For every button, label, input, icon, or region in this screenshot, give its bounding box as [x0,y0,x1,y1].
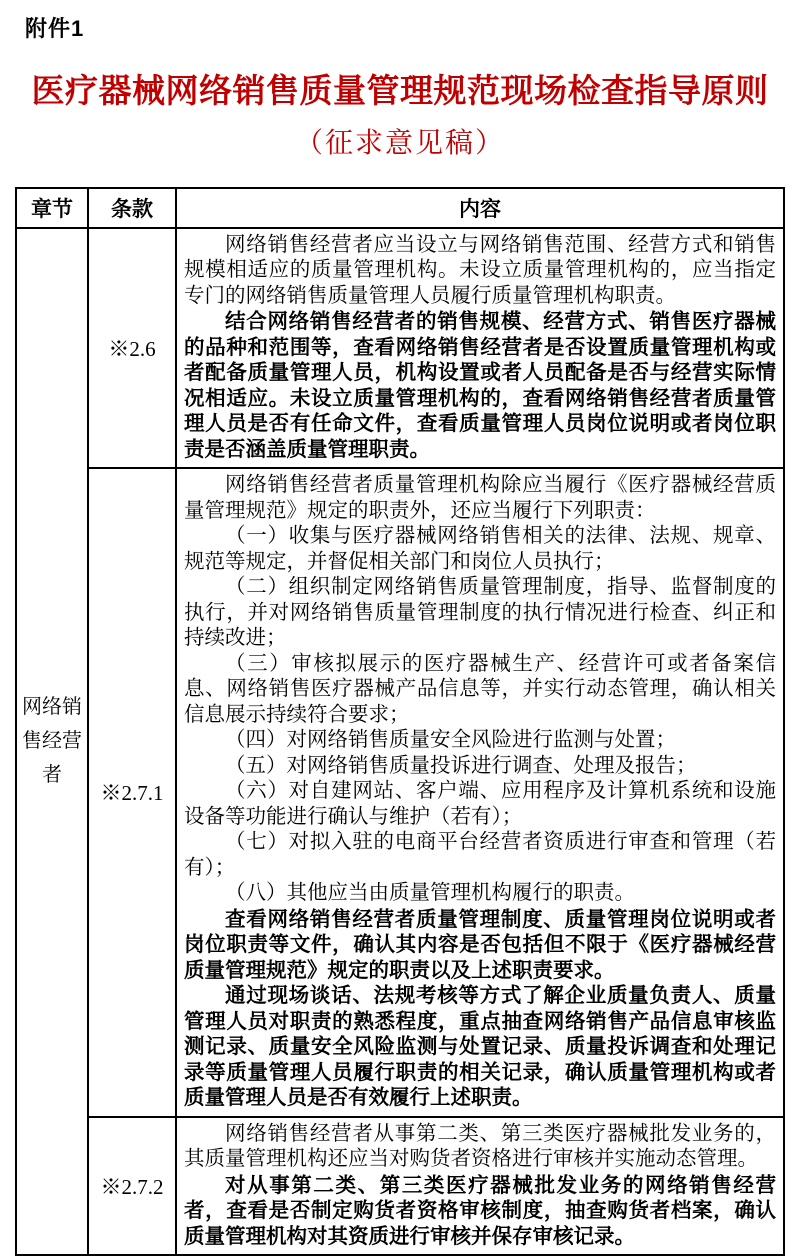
content-paragraph: （四）对网络销售质量安全风险进行监测与处置； [225,729,676,752]
clause-cell-2-6: ※2.6 [88,228,176,469]
inspection-table [15,187,785,1256]
document-subtitle: （征求意见稿） [294,127,505,159]
content-paragraph: 通过现场谈话、法规考核等方式了解企业质量负责人、质量管理人员对职责的熟悉程度，重点抽查网络销售产品信息审核监测记录、质量安全风险监测与处置记录、质量投诉调查和处理记录等质量管理人员履行职责的相关记录，确认质量管理机构或者质量管理人员是否有效履行上述职责。 [184,984,776,1110]
attachment-label: 附件1 [25,16,85,41]
content-paragraph: （二）组织制定网络销售质量管理制度，指导、监督制度的执行，并对网络销售质量管理制度的执行情况进行检查、纠正和持续改进； [184,576,776,650]
table-row-2-6 [16,228,784,469]
content-paragraph: （五）对网络销售质量投诉进行调查、处理及报告； [225,754,697,777]
col-header-content: 内容 [176,188,784,228]
chapter-cell: 网络销售经营者 [16,228,88,1256]
document-title: 医疗器械网络销售质量管理规范现场检查指导原则 [31,74,769,110]
content-paragraph: （一）收集与医疗器械网络销售相关的法律、法规、规章、规范等规定，并督促相关部门和岗位人员执行； [184,525,776,573]
content-paragraph: 查看网络销售经营者质量管理制度、质量管理岗位说明或者岗位职责等文件，确认其内容是否包括但不限于《医疗器械经营质量管理规范》规定的职责以及上述职责要求。 [184,907,776,982]
content-paragraph: 结合网络销售经营者的销售规模、经营方式、销售医疗器械的品种和范围等，查看网络销售经营者是否设置质量管理机构或者配备质量管理人员，机构设置或者人员配备是否与经营实际情况相适应。未设立质量管理机构的，查看网络销售经营者质量管理人员是否有任命文件，查看质量管理人员岗位说明或者岗位职责是否涵盖质量管理职责。 [184,310,776,461]
table-row-2-7-1 [16,468,784,1117]
content-paragraph: （三）审核拟展示的医疗器械生产、经营许可或者备案信息、网络销售医疗器械产品信息等，并实行动态管理，确认相关信息展示持续符合要求； [184,652,776,726]
clause-cell-2-7-1: ※2.7.1 [88,468,176,1117]
content-paragraph: （八）其他应当由质量管理机构履行的职责。 [225,882,635,905]
content-paragraph: 网络销售经营者从事第二类、第三类医疗器械批发业务的，其质量管理机构还应当对购货者资格进行审核并实施动态管理。 [184,1122,776,1171]
clause-cell-2-7-2: ※2.7.2 [88,1117,176,1256]
col-header-chapter: 章节 [16,188,88,228]
table-header-row [16,188,784,228]
col-header-clause: 条款 [88,188,176,228]
content-paragraph: 网络销售经营者质量管理机构除应当履行《医疗器械经营质量管理规范》规定的职责外，还应当履行下列职责： [184,474,776,522]
table-row-2-7-2 [16,1117,784,1256]
content-paragraph: 网络销售经营者应当设立与网络销售范围、经营方式和销售规模相适应的质量管理机构。未设立质量管理机构的，应当指定专门的网络销售质量管理人员履行质量管理机构职责。 [184,233,776,307]
content-paragraph: （六）对自建网站、客户端、应用程序及计算机系统和设施设备等功能进行确认与维护（若有）； [184,780,776,828]
content-cell-2-7-1 [176,468,784,1117]
content-paragraph: （七）对拟入驻的电商平台经营者资质进行审查和管理（若有）； [184,831,776,879]
content-paragraph: 对从事第二类、第三类医疗器械批发业务的网络销售经营者，查看是否制定购货者资格审核制度，抽查购货者档案，确认质量管理机构对其资质进行审核并保存审核记录。 [184,1173,776,1248]
content-cell-2-6 [176,228,784,469]
content-cell-2-7-2 [176,1117,784,1256]
